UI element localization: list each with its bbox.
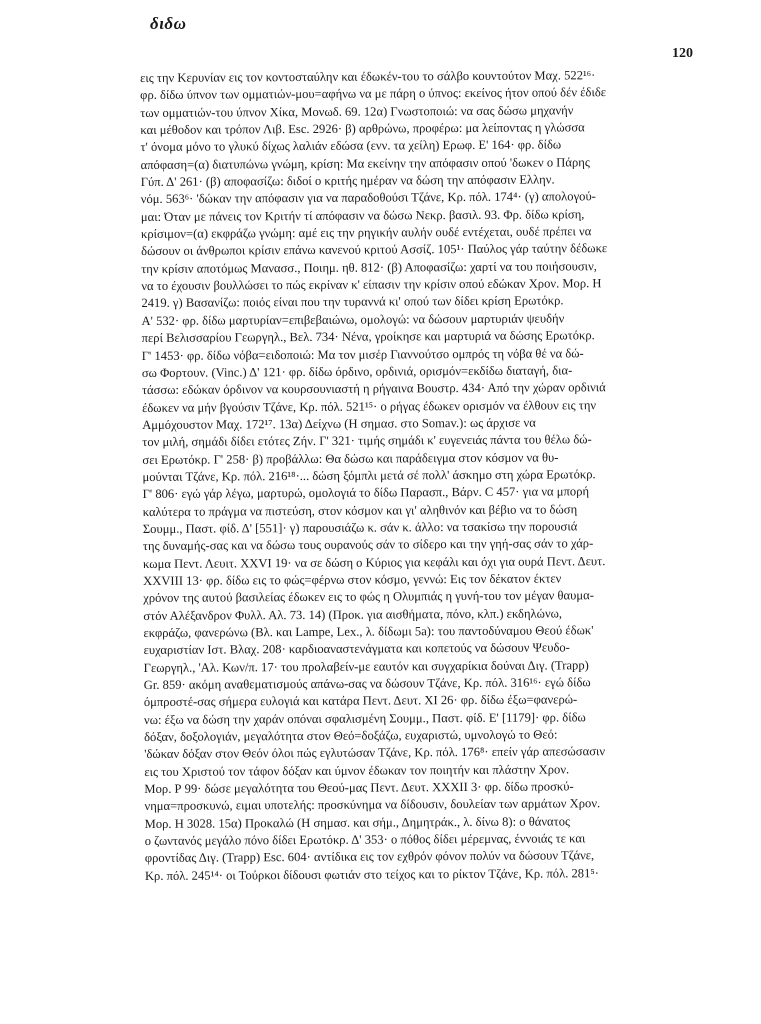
text-line: Αμμόχουστον Μαχ. 172¹⁷. 13α) Δείχνω (Η σημασ. στο Somav.): ως άρχισε να xyxy=(142,415,536,432)
text-line: έδωκεν να μήν βγούσιν Τζάνε, Κρ. πόλ. 521¹⁵· ο ρήγας έδωκεν ορισμόν να έλθουν εις την xyxy=(142,397,597,415)
text-line: σει Ερωτόκρ. Γ' 258· β) προβάλλω: Θα δώσω και παράδειγμα στον κόσμον να θυ- xyxy=(142,450,559,467)
text-line: ευχαριστίαν Ιστ. Βλαχ. 208· καρδιοαναστενάγματα και κοπετούς να δώσουν Ψευδο- xyxy=(143,640,570,658)
text-line: φροντίδας Διγ. (Trapp) Esc. 604· αντίδικα εις τον εχθρόν φόνον πολύν να δώσουν Τζάνε, xyxy=(144,848,595,866)
text-line: Μορ. Ρ 99· δώσε μεγαλότητα του Θεού-μας Πεντ. Δευτ. XXXII 3· φρ. δίδω προσκύ- xyxy=(144,779,574,797)
text-line: δώσουν οι άνθρωποι κρίσιν επάνω κανενού κριτού Ασσίζ. 105¹· Παύλος γάρ ταύτην δέδωκε xyxy=(141,241,608,259)
text-line: των ομματιών-του ύπνον Χίκα, Μονωδ. 69. 12α) Γνωστοποιώ: να σας δώσω μηχανήν xyxy=(140,103,574,120)
text-line: δόξαν, δοξολογιάν, μεγαλότητα στον Θεό=δοξάζω, ευχαριστώ, υμνολογώ το Θεό: xyxy=(144,727,558,745)
text-line: Γεωργηλ., 'Αλ. Κων/π. 17· του προλαβείν-με εαυτόν και συγχαρίκια δούναι Διγ. (Trapp) xyxy=(143,657,589,675)
text-line: χρόνον της αυτού βασιλείας έδωκεν εις το φώς η Ολυμπιάς η γυνή-του τον μέγαν θαυμα- xyxy=(143,588,594,606)
text-line: εις την Κερυνίαν εις τον κοντοσταύλην και έδωκέν-του το σάλβο κουντούτον Μαχ. 522¹⁶· xyxy=(140,68,596,85)
text-line: να το έχουσιν βουλλώσει το πώς εκρίναν κ' είπασιν την κρίσιν οπού εδώκαν Χρον. Μορ. Η xyxy=(141,276,602,294)
text-line: Γ' 1453· φρ. δίδω νόβα=ειδοποιώ: Μα τον μισέρ Γιαννούτσο ομπρός τη νόβα θέ να δώ- xyxy=(141,345,584,363)
text-line: περί Βελισσαρίου Γεωργηλ., Βελ. 734· Νένα, γροίκησε και μαρτυριά να δώσης Ερωτόκρ. xyxy=(141,328,595,346)
text-line: απόφαση=(α) διατυπώνω γνώμη, κρίση: Μα εκείνην την απόφασιν οπού 'δωκεν ο Πάρης xyxy=(140,154,590,172)
text-line: τάσσω: εδώκαν όρδινον να κουρσουνιαστή η ρήγαινα Βουστρ. 434· Από την χώραν ορδινιά xyxy=(141,380,606,398)
entry-body-text xyxy=(140,67,693,885)
text-line: Γ' 806· εγώ γάρ λέγω, μαρτυρώ, ομολογιά το δίδω Παρασπ., Βάρν. C 457· για να μπορή xyxy=(142,484,590,502)
text-line: και μέθοδον και τρόπον Λιβ. Esc. 2926· β) αρθρώνω, προφέρω: μα λείποντας η γλώσσα xyxy=(140,120,585,138)
text-line: μαι: Όταν με πάνεις τον Κριτήν τί απόφασιν να δώσω Νεκρ. βασιλ. 93. Φρ. δίδω κρίση, xyxy=(140,207,585,224)
text-line: Κρ. πόλ. 245¹⁴· οι Τούρκοι δίδουσι φωτιάν στο τείχος και το ρίκτον Τζάνε, Κρ. πόλ. 281⁵· xyxy=(144,866,600,883)
text-line: κωμα Πεντ. Λευιτ. XXVI 19· να σε δώση ο Κύριος για κεφάλι και όχι για ουρά Πεντ. Δευτ. xyxy=(142,553,606,571)
text-line: Γύπ. Δ' 261· (β) αποφασίζω: διδοί ο κριτής ημέραν να δώση την απόφασιν Ελλην. xyxy=(140,172,555,190)
text-line: εκφράζω, φανερώνω (Βλ. και Lampe, Lex., λ. δίδωμι 5a): του παντοδύναμου Θεού έδωκ' xyxy=(143,623,594,640)
text-line: Gr. 859· ακόμη αναθεματισμούς απάνω-σας να δώσουν Τζάνε, Κρ. πόλ. 316¹⁶· εγώ δίδω xyxy=(143,675,591,693)
text-line: καλύτερα το πράγμα να πιστεύση, στον κόσμον και γι' αληθινόν και βέβιο να το δώση xyxy=(142,501,578,519)
text-line: της δυναμής-σας και να δώσω τους ουρανούς σάν το σίδερο και την γηή-σας σάν το χάρ- xyxy=(142,536,594,554)
text-line: όμπροστέ-σας σήμερα ευλογιά και κατάρα Πεντ. Δευτ. XI 26· φρ. δίδω έξω=φανερώ- xyxy=(143,692,578,710)
running-head: διδω xyxy=(150,14,187,33)
text-line: φρ. δίδω ύπνον των ομματιών-μου=αφήνω να με πάρη ο ύπνος: εκείνος ήτον οπού δέν έδιδε xyxy=(140,85,607,103)
text-line: εις του Χριστού τον τάφον δόξαν και ύμνον έδωκαν τον ποιητήν και πλάστην Χρον. xyxy=(144,762,570,779)
text-line: νόμ. 563⁶· 'δώκαν την απόφασιν για να παραδοθούσι Τζάνε, Κρ. πόλ. 174⁴· (γ) απολογού- xyxy=(140,189,596,207)
text-line: νω: έξω να δώση την χαράν οπόναι σφαλισμένη Σουμμ., Παστ. φίδ. Ε' [1179]· φρ. δίδω xyxy=(143,710,586,727)
text-line: 'δώκαν δόξαν στον Θεόν όλοι πώς εγλυτώσαν Τζάνε, Κρ. πόλ. 176⁸· επείν γάρ απεσώσασιν xyxy=(144,744,606,762)
text-line: κρίσιμον=(α) εκφράζω γνώμη: αμέ εις την ρηγικήν αυλήν ουδέ εντέχεται, ουδέ πρέπει να xyxy=(140,224,592,242)
text-line: σω Φορτουν. (Vinc.) Δ' 121· φρ. δίδω όρδινο, ορδινιά, ορισμόν=εκδίδω διαταγή, δια- xyxy=(141,363,573,380)
text-line: στόν Αλέξανδρον Φυλλ. Αλ. 73. 14) (Προκ. για αισθήματα, πόνο, κλπ.) εκδηλώνω, xyxy=(143,606,563,623)
text-line: XXVIII 13· φρ. δίδω εις το φώς=φέρνω στον κόσμο, γεννώ: Εις τον δέκατον έκτεν xyxy=(143,571,562,588)
text-line: ο ζωντανός μεγάλο πόνο δίδει Ερωτόκρ. Δ' 353· ο πόθος δίδει μέρεμνας, έννοιάς τε και xyxy=(144,831,586,849)
text-line: μούνται Τζάνε, Κρ. πόλ. 216¹⁸·... δώση ξόμπλι μετά σέ πολλ' άσκημο στη χώρα Ερωτόκρ. xyxy=(142,467,596,484)
text-line: τ' όνομα μόνο το γλυκύ δίχως λαλιάν εδώσα (ενν. τα χείλη) Ερωφ. Ε' 164· φρ. δίδω xyxy=(140,137,562,155)
text-line: νημα=προσκυνώ, ειμαι υποτελής: προσκύνημα να δίδουσιν, δουλείαν των αρμάτων Χρον. xyxy=(144,796,601,814)
text-line: την κρίσιν αποτόμως Μανασσ., Ποιημ. ηθ. 812· (β) Αποφασίζω: χαρτί να του ποιήσουσιν, xyxy=(141,258,597,276)
page-number: 120 xyxy=(672,46,693,61)
text-line: Μορ. Η 3028. 15α) Προκαλώ (Η σημασ. και σήμ., Δημητράκ., λ. δίνω 8): ο θάνατος xyxy=(144,814,570,831)
text-line: 2419. γ) Βασανίζω: ποιός είναι που την τυραννά κι' οπού των δίδει κρίση Ερωτόκρ. xyxy=(141,293,564,311)
text-line: Σουμμ., Παστ. φίδ. Δ' [551]· γ) παρουσιάζω κ. σάν κ. άλλο: να τσακίσω την πορουσιά xyxy=(142,519,578,536)
text-line: τον μιλή, σημάδι δίδει ετότες Ζήν. Γ' 321· τιμής σημάδι κ' ευγενειάς πάντα του θέλω δώ- xyxy=(142,432,592,450)
text-line: Α' 532· φρ. δίδω μαρτυρίαν=επιβεβαιώνω, ομολογώ: να δώσουν μαρτυριάν ψευδήν xyxy=(141,311,565,328)
